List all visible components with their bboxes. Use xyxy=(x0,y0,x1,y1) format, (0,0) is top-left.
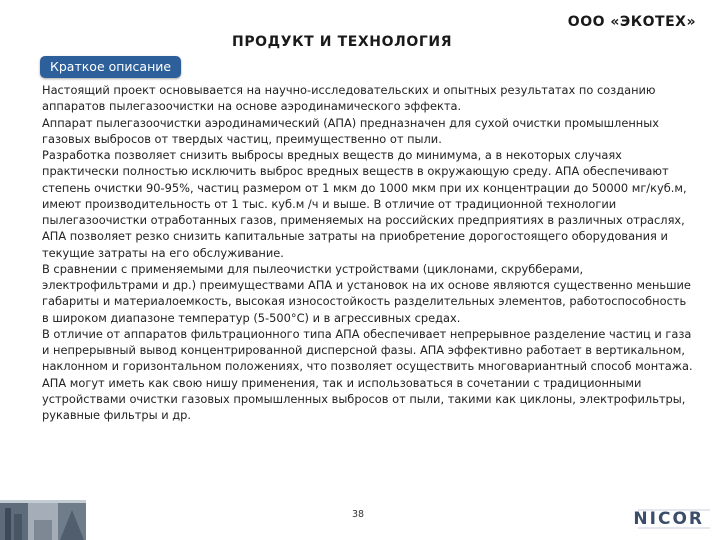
industrial-photos-image xyxy=(0,500,86,540)
paragraph: Аппарат пылегазоочистки аэродинамический (АПА) предназначен для сухой очистки промышленных газовых выбросов от твердых частиц, преимущественно от пыли. xyxy=(42,115,659,146)
paragraph: Разработка позволяет снизить выбросы вредных веществ до минимума, а в некоторых случаях практически полностью исключить выброс вредных веществ в окружающую среду. АПА обеспечивают степень очистки 90-95%, частиц размером от 1 мкм до 1000 мкм при их концентрации до 50000 мг/куб.м, имеют производительность от 1 тыс. куб.м /ч и выше. В отличие от традиционной технологии пылегазоочистки отработанных газов, применяемых на российских предприятиях в различных отраслях, АПА позволяет резко снизить капитальные затраты на приобретение дорогостоящего оборудования и текущие затраты на его обслуживание. xyxy=(42,148,687,260)
logo-text: NICOR xyxy=(633,509,704,529)
description-text xyxy=(42,82,694,423)
page-number: 38 xyxy=(352,509,365,520)
paragraph: Настоящий проект основывается на научно-исследовательских и опытных результатах по созданию аппаратов пылегазоочистки на основе аэродинамического эффекта. xyxy=(42,83,656,114)
paragraph: АПА могут иметь как свою нишу применения, так и использоваться в сочетании с традиционными устройствами очистки газовых промышленных выбросов от пыли, такими как циклоны, электрофильтры, рукавные фильтры и др. xyxy=(42,375,686,422)
paragraph: В сравнении с применяемыми для пылеочистки устройствами (циклонами, скрубберами, электрофильтрами и др.) преимуществами АПА и установок на их основе являются существенно меньшие габариты и материалоемкость, высокая износостойкость разделительных элементов, работоспособность в широком диапазоне температур (5-500°С) и в агрессивных средах. xyxy=(42,261,691,325)
paragraph: В отличие от аппаратов фильтрационного типа АПА обеспечивает непрерывное разделение частиц и газа и непрерывный вывод концентрированной дисперсной фазы. АПА эффективно работает в вертикальном, наклонном и горизонтальном положениях, что позволяет осуществить многовариантный способ монтажа. xyxy=(42,326,693,374)
company-name: ООО «ЭКОТЕХ» xyxy=(567,14,696,30)
page-title: ПРОДУКТ И ТЕХНОЛОГИЯ xyxy=(232,34,453,50)
section-badge: Краткое описание xyxy=(40,56,181,78)
